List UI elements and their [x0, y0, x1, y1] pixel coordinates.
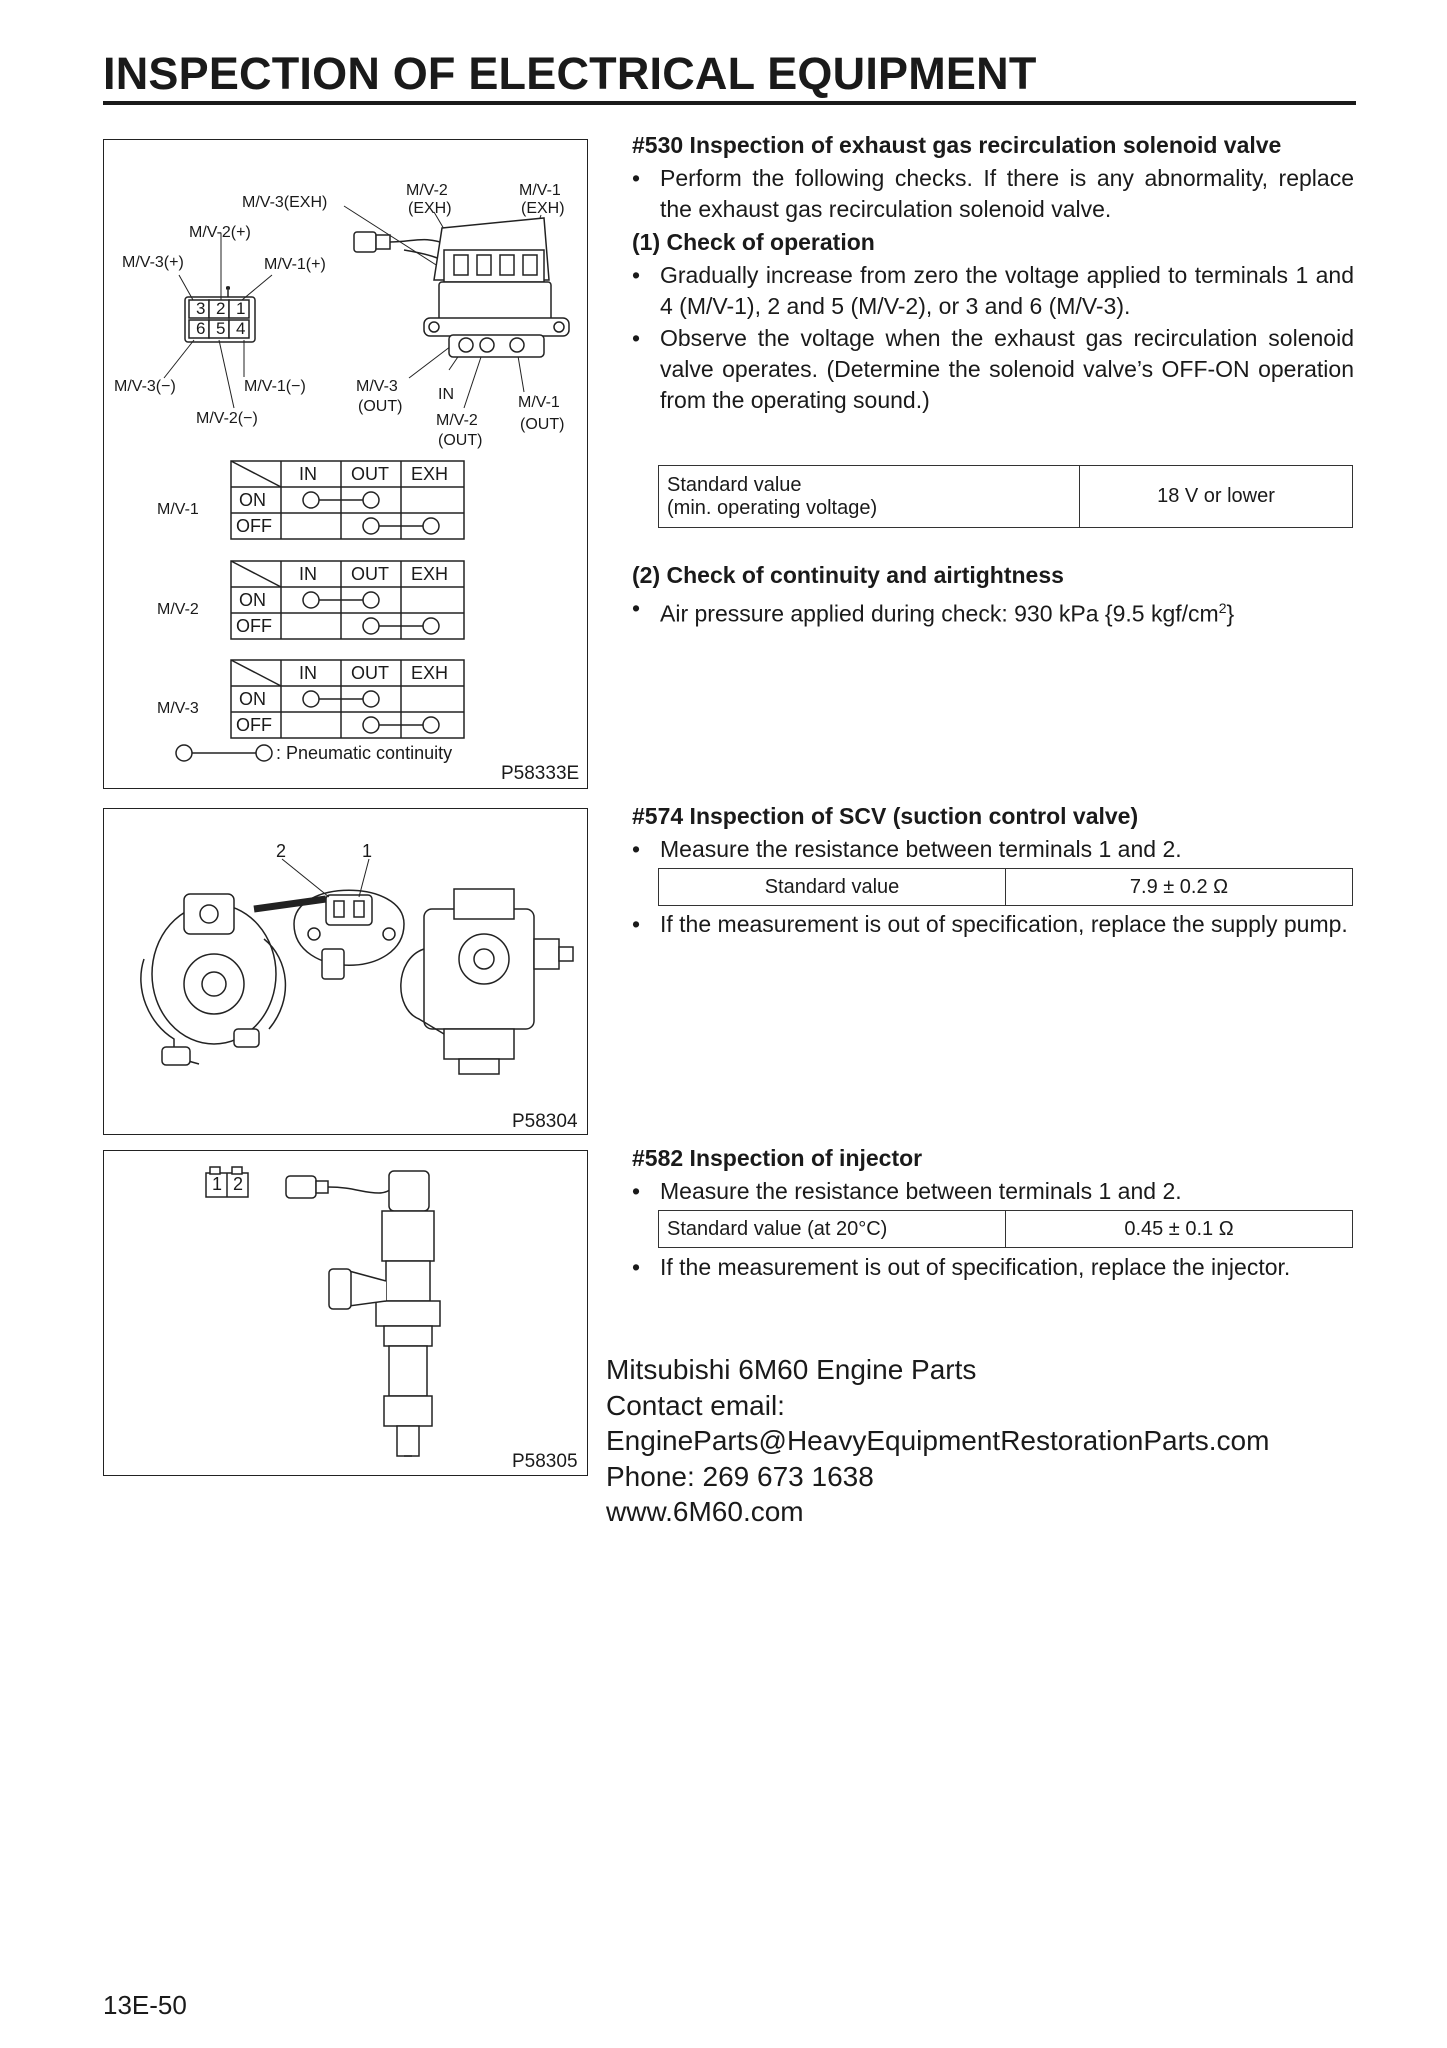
contact-block	[606, 1352, 1269, 1530]
page-number: 13E-50	[103, 1990, 187, 2020]
std-label-sub: (min. operating voltage)	[667, 496, 878, 519]
header-exh: EXH	[411, 663, 449, 683]
label-mv2-plus: M/V-2(+)	[189, 224, 251, 241]
subsection-heading: (1) Check of operation	[632, 229, 875, 255]
standard-value-table-582	[658, 1210, 1353, 1248]
table-label-mv1: M/V-1	[157, 501, 199, 518]
label-mv1-out: (OUT)	[520, 416, 565, 433]
contact-company: Mitsubishi 6M60 Engine Parts	[606, 1354, 977, 1385]
bullet-item: • Measure the resistance between terminals 1 and 2.	[632, 836, 1182, 862]
section-574-note	[632, 908, 1354, 941]
callout-1: 1	[362, 841, 373, 861]
header-out: OUT	[351, 464, 389, 484]
bullet-item: • Perform the following checks. If there is any abnormality, replace the exhaust gas recirculation solenoid valve.	[632, 165, 1354, 222]
terminal-2: 2	[216, 299, 226, 318]
std-value: 7.9 ± 0.2 Ω	[1006, 869, 1353, 906]
label-mv3-out-name: M/V-3	[356, 378, 398, 395]
terminal-1: 1	[212, 1174, 223, 1194]
terminal-3: 3	[196, 299, 206, 318]
terminal-6: 6	[196, 319, 206, 338]
subsection-heading: (2) Check of continuity and airtightness	[632, 562, 1064, 588]
contact-website[interactable]: www.6M60.com	[606, 1496, 804, 1527]
figure-code: P58333E	[501, 763, 580, 784]
figure-code: P58304	[512, 1111, 578, 1132]
state-off: OFF	[236, 715, 272, 735]
bullet-item: • If the measurement is out of specification, replace the injector.	[632, 1254, 1291, 1280]
header-exh: EXH	[411, 564, 449, 584]
std-value: 0.45 ± 0.1 Ω	[1006, 1211, 1353, 1248]
section-530	[632, 129, 1354, 417]
terminal-5: 5	[216, 319, 226, 338]
state-off: OFF	[236, 516, 272, 536]
section-heading: #582 Inspection of injector	[632, 1145, 923, 1171]
label-mv2-out: (OUT)	[438, 432, 483, 449]
std-label: Standard value	[667, 473, 802, 496]
header-out: OUT	[351, 564, 389, 584]
table-label-mv3: M/V-3	[157, 700, 199, 717]
label-mv3-exh: M/V-3(EXH)	[242, 194, 328, 211]
label-mv1-minus: M/V-1(−)	[244, 378, 306, 395]
section-582	[632, 1142, 1354, 1208]
solenoid-valve-diagram	[104, 140, 587, 788]
label-mv2-exh: (EXH)	[408, 200, 452, 217]
label-mv2-out-name: M/V-2	[436, 412, 478, 429]
label-mv1-top: M/V-1	[519, 182, 561, 199]
contact-phone: Phone: 269 673 1638	[606, 1460, 874, 1492]
figure-egr-solenoid	[103, 139, 588, 789]
bullet-item: • Measure the resistance between terminals 1 and 2.	[632, 1178, 1182, 1204]
standard-value-table-574	[658, 868, 1353, 906]
section-heading: #574 Inspection of SCV (suction control valve)	[632, 803, 1139, 829]
label-mv3-out: (OUT)	[358, 398, 403, 415]
contact-email-label: Contact email:	[606, 1389, 785, 1421]
title-rule	[103, 101, 1356, 105]
figure-supply-pump	[103, 808, 588, 1135]
state-on: ON	[239, 590, 266, 610]
section-582-note	[632, 1251, 1354, 1284]
std-value: 18 V or lower	[1080, 466, 1353, 528]
header-in: IN	[299, 663, 317, 683]
label-mv2-minus: M/V-2(−)	[196, 410, 258, 427]
bullet-item: • Observe the voltage when the exhaust gas recirculation solenoid valve operates. (Determine the solenoid valve’s OFF-ON operation from the operating sound.)	[632, 325, 1354, 413]
state-on: ON	[239, 490, 266, 510]
legend-pneumatic-continuity: : Pneumatic continuity	[276, 743, 453, 763]
header-out: OUT	[351, 663, 389, 683]
bullet-item: • Gradually increase from zero the voltage applied to terminals 1 and 4 (M/V-1), 2 and 5 (M/V-2), or 3 and 6 (M/V-3).	[632, 262, 1354, 319]
label-mv3-plus: M/V-3(+)	[122, 254, 184, 271]
standard-value-table-530	[658, 465, 1353, 528]
state-on: ON	[239, 689, 266, 709]
supply-pump-diagram	[104, 809, 587, 1134]
page-title: INSPECTION OF ELECTRICAL EQUIPMENT	[103, 48, 1037, 99]
label-mv2-top: M/V-2	[406, 182, 448, 199]
contact-email[interactable]: EngineParts@HeavyEquipmentRestorationParts.com	[606, 1425, 1270, 1456]
label-mv3-minus: M/V-3(−)	[114, 378, 176, 395]
injector-diagram	[104, 1151, 587, 1475]
figure-code: P58305	[512, 1451, 578, 1472]
terminal-2: 2	[233, 1174, 244, 1194]
label-mv1-exh: (EXH)	[521, 200, 565, 217]
std-label: Standard value	[659, 869, 1006, 906]
terminal-1: 1	[236, 299, 246, 318]
label-mv1-plus: M/V-1(+)	[264, 256, 326, 273]
table-label-mv2: M/V-2	[157, 601, 199, 618]
bullet-item: • Air pressure applied during check: 930 kPa {9.5 kgf/$cm^2$}	[632, 595, 1235, 627]
header-exh: EXH	[411, 464, 449, 484]
section-530-continuity	[632, 559, 1354, 631]
label-mv1-out-name: M/V-1	[518, 394, 560, 411]
state-off: OFF	[236, 616, 272, 636]
terminal-4: 4	[236, 319, 246, 338]
std-label: Standard value (at 20°C)	[659, 1211, 1006, 1248]
bullet-item: • If the measurement is out of specification, replace the supply pump.	[632, 911, 1348, 937]
header-in: IN	[299, 564, 317, 584]
figure-injector	[103, 1150, 588, 1476]
section-574	[632, 800, 1354, 866]
label-in: IN	[438, 386, 454, 403]
callout-2: 2	[276, 841, 287, 861]
header-in: IN	[299, 464, 317, 484]
section-heading: #530 Inspection of exhaust gas recirculation solenoid valve	[632, 132, 1282, 158]
